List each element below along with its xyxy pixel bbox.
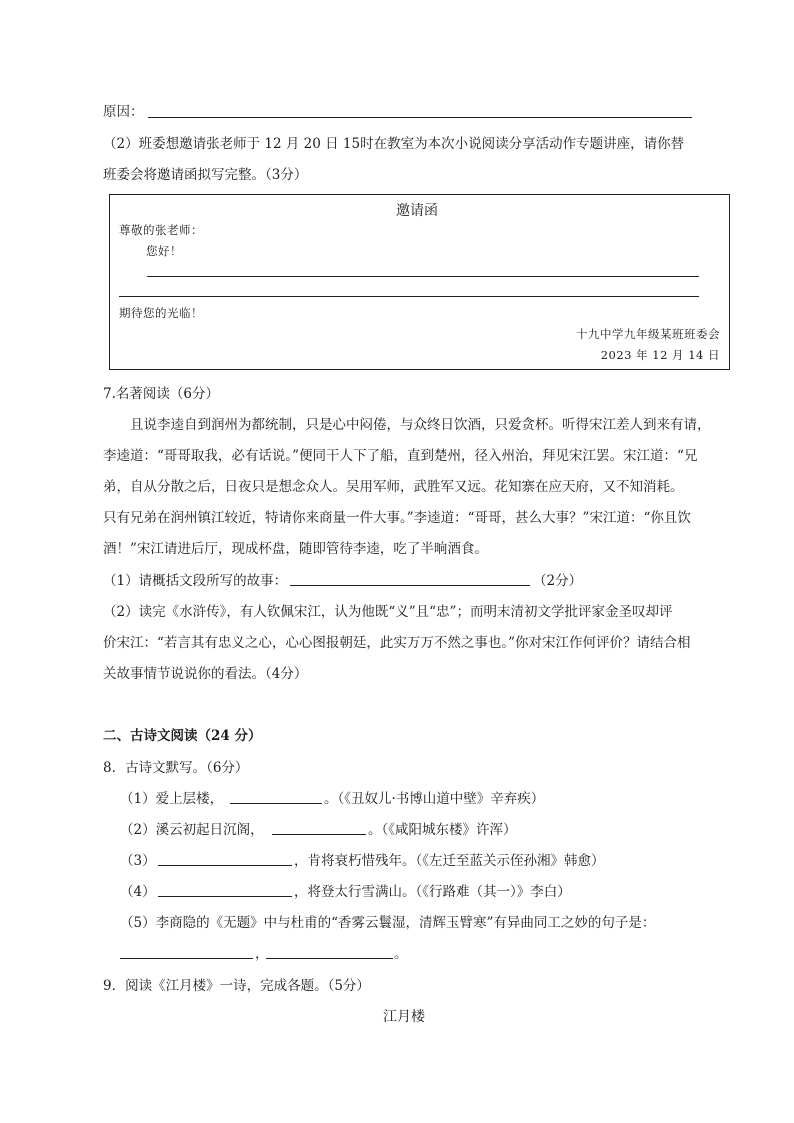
q7-passage-line-4: 只有兄弟在润州镇江较近，特请你来商量一件大事。”李逵道：“哥哥，甚么大事？”宋江道：“你且饮 (103, 510, 691, 526)
q7-sub1-score: （2分） (533, 573, 583, 589)
section2-heading: 二、古诗文阅读（24 分） (103, 728, 262, 744)
q8-item3-blank[interactable] (158, 865, 292, 866)
q8-item2-prefix: （2）溪云初起日沉阁， (120, 822, 264, 838)
q8-item2-blank[interactable] (272, 834, 366, 835)
invitation-title: 邀请函 (396, 203, 438, 219)
q7-sub2-line-1: （2）读完《水浒传》，有人钦佩宋江，认为他既“义”且“忠”；而明末清初文学批评家金圣叹却评 (103, 604, 673, 620)
q9-heading: 9．阅读《江月楼》一诗，完成各题。（5分） (103, 978, 370, 994)
q6-2-line1: （2）班委想邀请张老师于 12 月 20 日 15时在教室为本次小说阅读分享活动作专题讲座，请你替 (103, 136, 685, 152)
q9-poem-title: 江月楼 (383, 1009, 425, 1025)
q7-passage-line-1: 且说李逵自到润州为都统制，只是心中闷倦，与众终日饮酒，只爱贪杯。听得宋江差人到来有请， (130, 417, 711, 433)
q7-sub1-answer-line[interactable] (290, 585, 530, 586)
q7-passage-line-2: 李逵道：“哥哥取我，必有话说。”便同干人下了船，直到楚州，径入州治，拜见宋江罢。宋江道：“兄 (103, 448, 698, 464)
invitation-salutation: 尊敬的张老师： (119, 223, 203, 237)
q7-sub1-prefix: （1）请概括文段所写的故事： (103, 573, 288, 589)
invitation-closing: 期待您的光临！ (119, 306, 203, 320)
q7-sub2-line-3: 关故事情节说说你的看法。（4分） (103, 666, 308, 682)
invitation-date: 2023 年 12 月 14 日 (600, 348, 720, 362)
q8-item3-suffix: ，肯将衰朽惜残年。（《左迁至蓝关示侄孙湘》韩愈） (294, 853, 605, 869)
q8-item5-blank-2[interactable] (266, 958, 393, 959)
q6-2-line2: 班委会将邀请函拟写完整。（3分） (103, 167, 308, 183)
q8-item5-blank-1[interactable] (120, 958, 253, 959)
q8-item5-comma: ， (255, 946, 269, 962)
q8-item1-suffix: 。（《丑奴儿·书博山道中壁》辛弃疾） (324, 791, 545, 807)
q7-heading: 7.名著阅读（6分） (103, 386, 219, 402)
q7-passage-line-5: 酒！”宋江请进后厅，现成杯盘，随即管待李逵，吃了半晌酒食。 (103, 541, 488, 557)
q8-item4-suffix: ，将登太行雪满山。（《行路难（其一）》李白） (294, 884, 571, 900)
q8-item3-prefix: （3） (120, 853, 156, 869)
invitation-box (109, 194, 730, 370)
q8-item2-suffix: 。（《咸阳城东楼》许浑） (368, 822, 517, 838)
q8-item5: （5）李商隐的《无题》中与杜甫的“香雾云鬟湿，清辉玉臂寒”有异曲同工之妙的句子是： (120, 915, 656, 931)
q7-sub2-line-2: 价宋江：“若言其有忠义之心，心心图报朝廷，此实万万不然之事也。”你对宋江作何评价？请结合相 (103, 635, 691, 651)
invitation-body-line-2[interactable] (119, 296, 699, 297)
q8-heading: 8．古诗文默写。（6分） (103, 760, 249, 776)
q8-item1-prefix: （1）爱上层楼， (120, 791, 224, 807)
q8-item4-prefix: （4） (120, 884, 156, 900)
reason-label: 原因： (103, 104, 144, 120)
q8-item4-blank[interactable] (158, 896, 292, 897)
invitation-greeting: 您好！ (146, 244, 182, 258)
q7-passage-line-3: 弟，自从分散之后，日夜只是想念众人。吴用军师，武胜军又远。花知寨在应天府，又不知消耗。 (103, 479, 684, 495)
reason-answer-line[interactable] (148, 117, 692, 118)
invitation-body-line-1[interactable] (147, 276, 699, 277)
invitation-signer: 十九中学九年级某班班委会 (576, 327, 720, 341)
q8-item1-blank[interactable] (230, 803, 322, 804)
q8-item5-end: 。 (394, 946, 408, 962)
